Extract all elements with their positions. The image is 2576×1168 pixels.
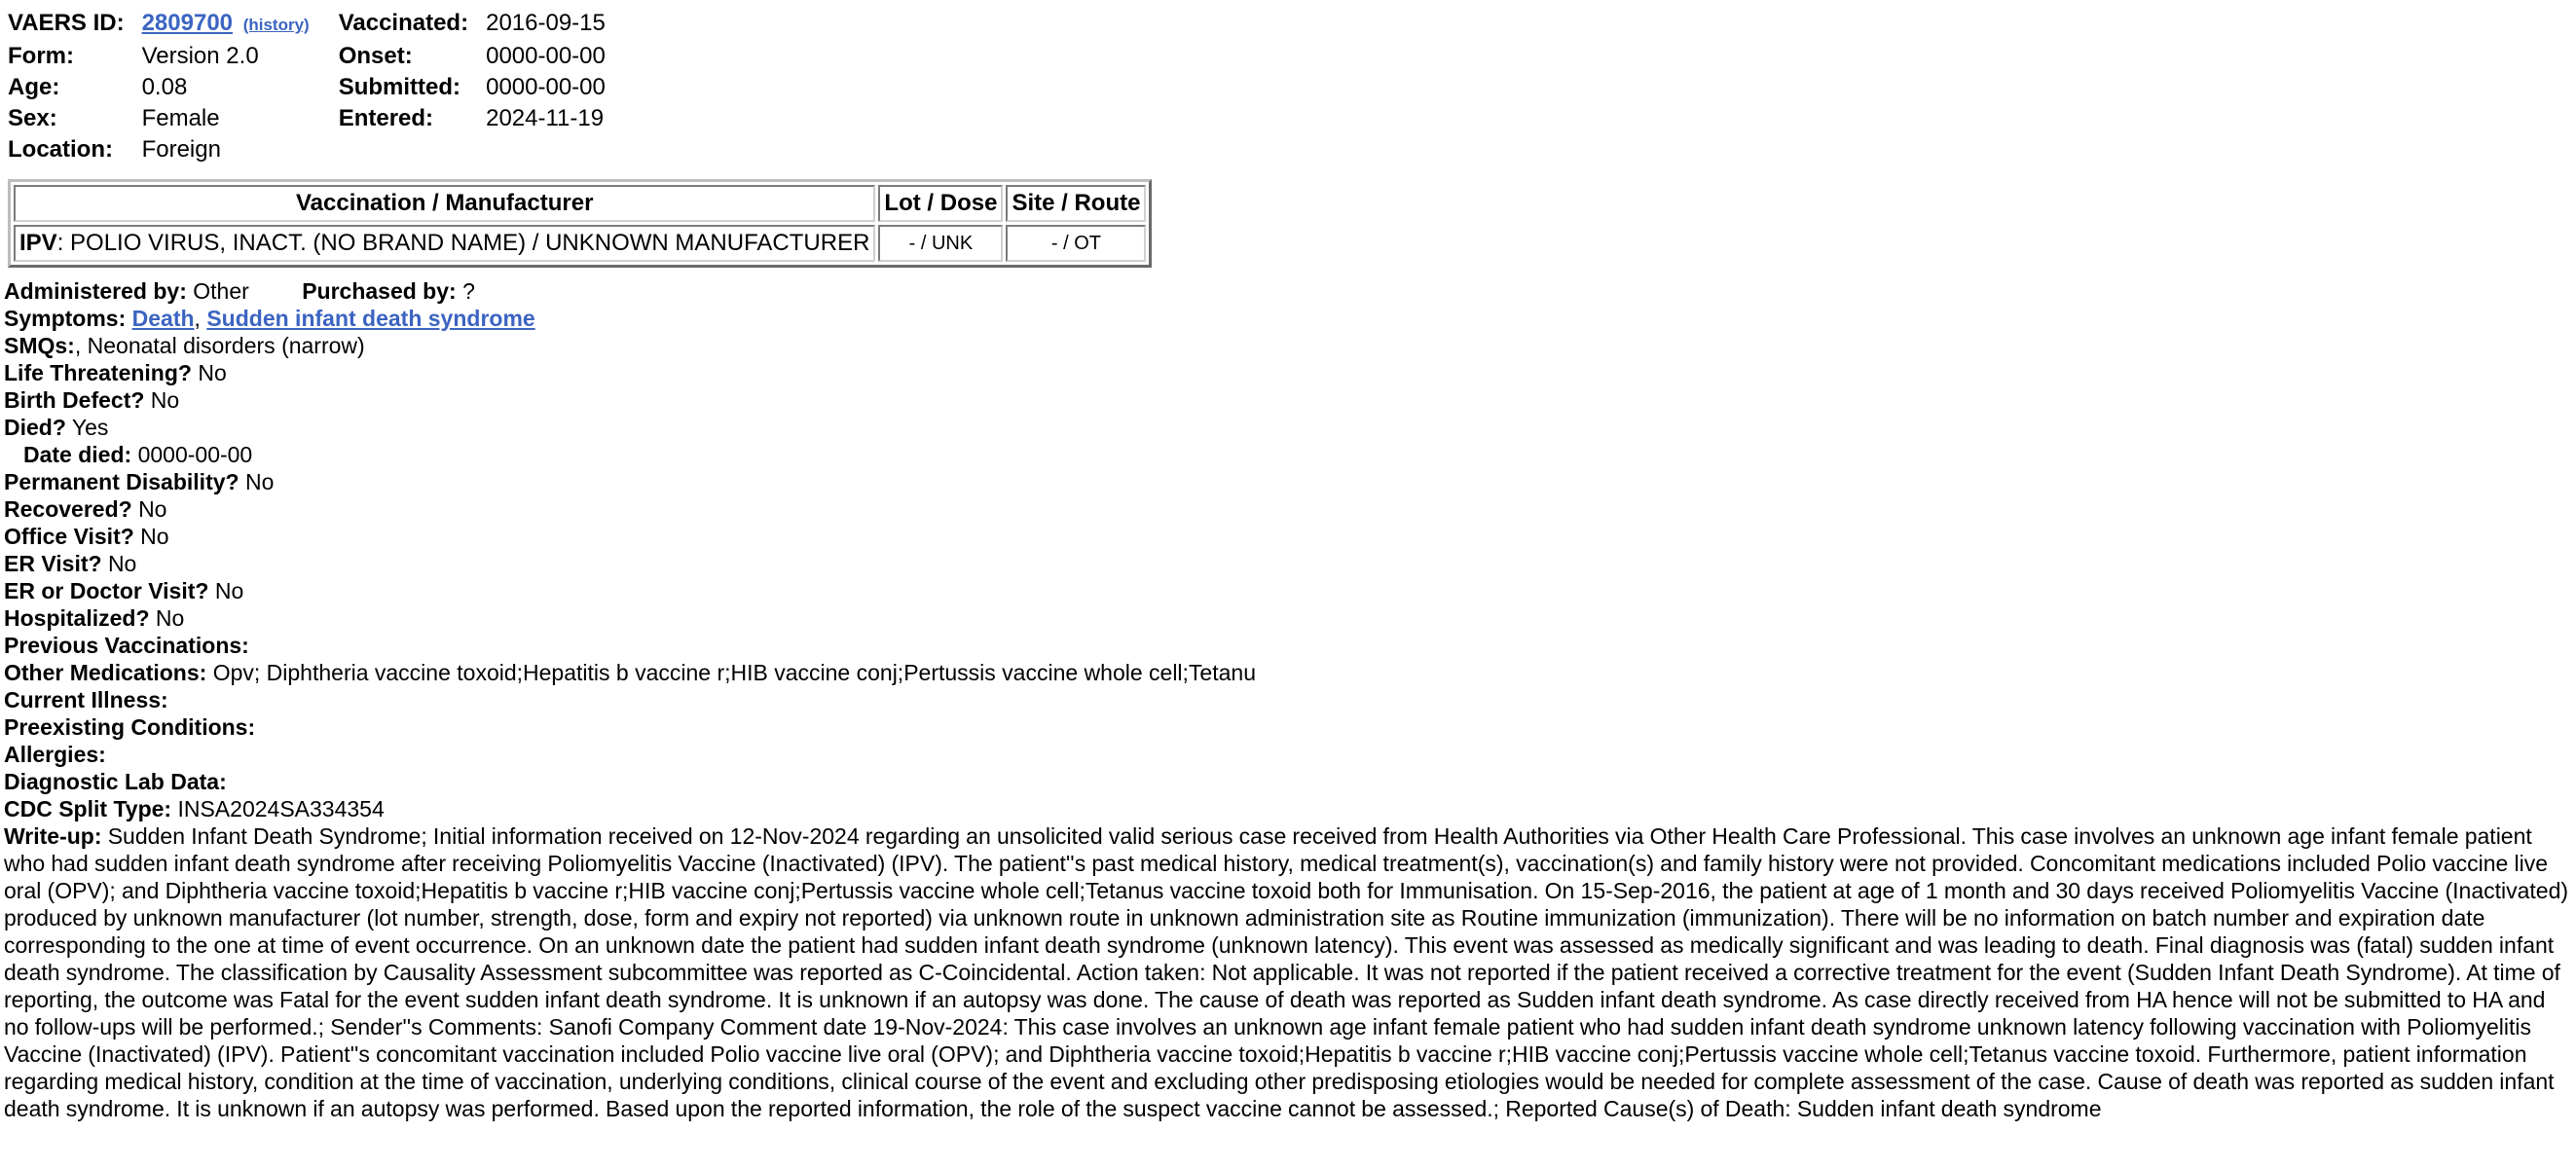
date-died-value: 0000-00-00 [137, 442, 253, 467]
allergies-line [4, 741, 2574, 768]
age-value: 0.08 [141, 74, 188, 100]
er-visit-value: No [107, 551, 137, 576]
er-doctor-visit-line [4, 577, 2574, 604]
vaccination-table [8, 179, 1152, 268]
table-row [14, 225, 1146, 262]
onset-value: 0000-00-00 [486, 43, 606, 69]
er-doctor-visit-label: ER or Doctor Visit? [4, 578, 209, 603]
recovered-value: No [138, 496, 167, 522]
previous-vaccinations-label: Previous Vaccinations: [4, 633, 249, 658]
report-header [4, 6, 635, 167]
form-label: Form: [8, 43, 74, 69]
column-header-lot-dose: Lot / Dose [878, 185, 1003, 222]
vaers-id-label: VAERS ID: [8, 10, 125, 36]
vaccination-cell [14, 225, 875, 262]
administered-by-value: Other [193, 278, 249, 304]
symptom-link-sids[interactable]: Sudden infant death syndrome [206, 306, 535, 331]
cdc-split-type-value: INSA2024SA334354 [177, 796, 385, 821]
entered-value: 2024-11-19 [486, 105, 605, 131]
column-header-vaccination: Vaccination / Manufacturer [14, 185, 875, 222]
died-line [4, 414, 2574, 441]
er-visit-line [4, 550, 2574, 577]
administered-purchased-line [4, 277, 2574, 305]
location-label: Location: [8, 136, 113, 163]
writeup-paragraph [4, 822, 2570, 1122]
vaccine-description: : POLIO VIRUS, INACT. (NO BRAND NAME) / UNKNOWN MANUFACTURER [56, 230, 870, 256]
symptoms-separator: , [194, 306, 201, 331]
permanent-disability-label: Permanent Disability? [4, 469, 239, 494]
life-threatening-line [4, 359, 2574, 386]
hospitalized-value: No [155, 605, 185, 631]
writeup-label: Write-up: [4, 823, 102, 849]
symptoms-line [4, 305, 2574, 332]
hospitalized-line [4, 604, 2574, 632]
life-threatening-label: Life Threatening? [4, 360, 192, 385]
hospitalized-label: Hospitalized? [4, 605, 150, 631]
current-illness-line [4, 686, 2574, 713]
died-value: Yes [71, 415, 109, 440]
smqs-value: , Neonatal disorders (narrow) [74, 333, 365, 358]
location-value: Foreign [141, 136, 221, 163]
permanent-disability-line [4, 468, 2574, 495]
preexisting-conditions-line [4, 713, 2574, 741]
other-medications-label: Other Medications: [4, 660, 207, 685]
diagnostic-lab-data-label: Diagnostic Lab Data: [4, 769, 227, 794]
life-threatening-value: No [198, 360, 227, 385]
site-route-cell: - / OT [1006, 225, 1146, 262]
writeup-text: Sudden Infant Death Syndrome; Initial information received on 12-Nov-2024 regarding an unsolicited valid serious case received from Health Authorities via Other Health Care Professional. This case involves an unknown age infant female patient who had sudden infant death syndrome after receiving Poliomyelitis Vaccine (Inactivated) (IPV). The patient''s past medical history, medical treatment(s), vaccination(s) and family history were not provided. Concomitant medications included Polio vaccine live oral (OPV); and Diphtheria vaccine toxoid;Hepatitis b vaccine r;HIB vaccine conj;Pertussis vaccine whole cell;Tetanus vaccine toxoid both for Immunisation. On 15-Sep-2016, the patient at age of 1 month and 30 days received Poliomyelitis Vaccine (Inactivated) produced by unknown manufacturer (lot number, strength, dose, form and expiry not reported) via unknown route in unknown administration site as Routine immunization (immunization). There will be no information on batch number and expiration date corresponding to the one at time of event occurrence. On an unknown date the patient had sudden infant death syndrome (unknown latency). This event was assessed as medically significant and was leading to death. Final diagnosis was (fatal) sudden infant death syndrome. The classification by Causality Assessment subcommittee was reported as C-Coincidental. Action taken: Not applicable. It was not reported if the patient received a corrective treatment for the event (Sudden Infant Death Syndrome). At time of reporting, the outcome was Fatal for the event sudden infant death syndrome. It is unknown if an autopsy was done. The cause of death was reported as Sudden infant death syndrome. As case directly received from HA hence will not be submitted to HA and no follow-ups will be performed.; Sender''s Comments: Sanofi Company Comment date 19-Nov-2024: This case involves an unknown age infant female patient who had sudden infant death syndrome unknown latency following vaccination with Poliomyelitis Vaccine (Inactivated) (IPV). Patient''s concomitant vaccination included Polio vaccine live oral (OPV); and Diphtheria vaccine toxoid;Hepatitis b vaccine r;HIB vaccine conj;Pertussis vaccine whole cell;Tetanus vaccine toxoid. Furthermore, patient information regarding medical history, condition at the time of vaccination, underlying conditions, clinical course of the event and excluding other predisposing etiologies would be needed for complete assessment of the case. Cause of death was reported as sudden infant death syndrome. It is unknown if an autopsy was performed. Based upon the reported information, the role of the suspect vaccine cannot be assessed.; Reported Cause(s) of Death: Sudden infant death syndrome [4, 823, 2569, 1121]
smqs-line [4, 332, 2574, 359]
purchased-by-label: Purchased by: [302, 278, 457, 304]
birth-defect-line [4, 386, 2574, 414]
vaccination-table-header-row [14, 185, 1146, 222]
previous-vaccinations-line [4, 632, 2574, 659]
vaers-id-cell [142, 10, 335, 39]
symptoms-label: Symptoms: [4, 306, 127, 331]
allergies-label: Allergies: [4, 742, 106, 767]
preexisting-conditions-label: Preexisting Conditions: [4, 714, 256, 740]
vaccinated-value: 2016-09-15 [486, 10, 606, 36]
lot-dose-cell: - / UNK [878, 225, 1003, 262]
purchased-by-value: ? [462, 278, 475, 304]
column-header-site-route: Site / Route [1006, 185, 1146, 222]
office-visit-value: No [140, 524, 169, 549]
diagnostic-lab-data-line [4, 768, 2574, 795]
recovered-line [4, 495, 2574, 523]
current-illness-label: Current Illness: [4, 687, 168, 712]
er-doctor-visit-value: No [214, 578, 244, 603]
sex-label: Sex: [8, 105, 57, 131]
office-visit-line [4, 523, 2574, 550]
vaers-id-link[interactable]: 2809700 [141, 10, 234, 36]
entered-label: Entered: [338, 105, 434, 131]
onset-label: Onset: [338, 43, 413, 69]
age-label: Age: [8, 74, 60, 100]
other-medications-value: Opv; Diphtheria vaccine toxoid;Hepatitis b vaccine r;HIB vaccine conj;Pertussis vaccine whole cell;Tetanu [212, 660, 1256, 685]
office-visit-label: Office Visit? [4, 524, 134, 549]
recovered-label: Recovered? [4, 496, 132, 522]
cdc-split-type-label: CDC Split Type: [4, 796, 172, 821]
vaccinated-label: Vaccinated: [338, 10, 469, 36]
form-value: Version 2.0 [141, 43, 259, 69]
date-died-label: Date died: [23, 442, 132, 467]
submitted-label: Submitted: [338, 74, 461, 100]
other-medications-line [4, 659, 2574, 686]
administered-by-label: Administered by: [4, 278, 187, 304]
date-died-line [4, 441, 2574, 468]
smqs-label: SMQs: [4, 333, 75, 358]
symptom-link-death[interactable]: Death [131, 306, 195, 331]
birth-defect-value: No [150, 387, 180, 413]
submitted-value: 0000-00-00 [486, 74, 606, 100]
permanent-disability-value: No [244, 469, 275, 494]
vaccine-code: IPV [19, 230, 57, 256]
history-link[interactable]: (history) [242, 16, 310, 34]
died-label: Died? [4, 415, 66, 440]
sex-value: Female [141, 105, 220, 131]
er-visit-label: ER Visit? [4, 551, 102, 576]
birth-defect-label: Birth Defect? [4, 387, 145, 413]
cdc-split-type-line [4, 795, 2574, 822]
